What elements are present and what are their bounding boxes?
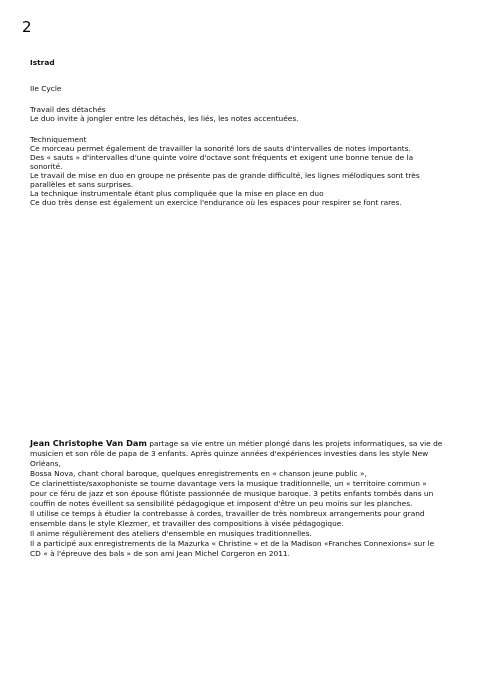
description-block <box>30 58 455 207</box>
biography-block <box>30 438 458 559</box>
piece-title: Istrad <box>30 58 55 67</box>
bio-line: Orléans, <box>30 459 61 468</box>
bio-line: pour ce féru de jazz et son épouse flûtiste passionnée de musique baroque. 3 petits enfants tombés dans un <box>30 489 434 498</box>
bio-line: ensemble dans le style Klezmer, et travailler des compositions à visée pédagogique. <box>30 519 344 528</box>
bio-line: Ce clarinettiste/saxophoniste se tourne davantage vers la musique traditionnelle, un « territoire commun » <box>30 479 427 488</box>
section2-line: Ce morceau permet également de travailler la sonorité lors de sauts d'intervalles de notes importants. <box>30 144 411 153</box>
bio-line: Il anime régulièrement des ateliers d'ensemble en musiques traditionnelles. <box>30 529 312 538</box>
level-label: IIe Cycle <box>30 84 62 93</box>
bio-line: Il utilise ce temps à étudier la contrebasse à cordes, travailler de très nombreux arrangements pour grand <box>30 509 425 518</box>
section2-line: sonorité. <box>30 162 63 171</box>
section2-line: parallèles et sans surprises. <box>30 180 134 189</box>
section1-heading: Travail des détachés <box>30 105 106 114</box>
author-name: Jean Christophe Van Dam <box>30 438 147 448</box>
section1-line: Le duo invite à jongler entre les détachés, les liés, les notes accentuées. <box>30 114 299 123</box>
section2-line: Ce duo très dense est également un exercice l'endurance où les espaces pour respirer se font rares. <box>30 198 402 207</box>
bio-line: couffin de notes éveillent sa sensibilité pédagogique et imposent d'être un peu moins sur les planches. <box>30 499 413 508</box>
bio-line: Bossa Nova, chant choral baroque, quelques enregistrements en « chanson jeune public », <box>30 469 367 478</box>
bio-line: CD « à l'épreuve des bals » de son ami Jean Michel Corgeron en 2011. <box>30 549 290 558</box>
section2-heading: Techniquement <box>30 135 87 144</box>
section2-line: Le travail de mise en duo en groupe ne présente pas de grande difficulté, les lignes mélodiques sont très <box>30 171 420 180</box>
page-number: 2 <box>22 18 32 36</box>
section2-line: La technique instrumentale étant plus compliquée que la mise en place en duo <box>30 189 324 198</box>
bio-line: Il a participé aux enregistrements de la Mazurka « Christine » et de la Madison «Franches Connexions» sur le <box>30 539 435 548</box>
bio-first-line-text: partage sa vie entre un métier plongé dans les projets informatiques, sa vie de <box>146 439 443 448</box>
bio-line: musicien et son rôle de papa de 3 enfants. Après quinze années d'expériences investies dans les style New <box>30 449 429 458</box>
section2-line: Des « sauts » d'intervalles d'une quinte voire d'octave sont fréquents et exigent une bonne tenue de la <box>30 153 414 162</box>
bio-first-line <box>30 438 458 449</box>
